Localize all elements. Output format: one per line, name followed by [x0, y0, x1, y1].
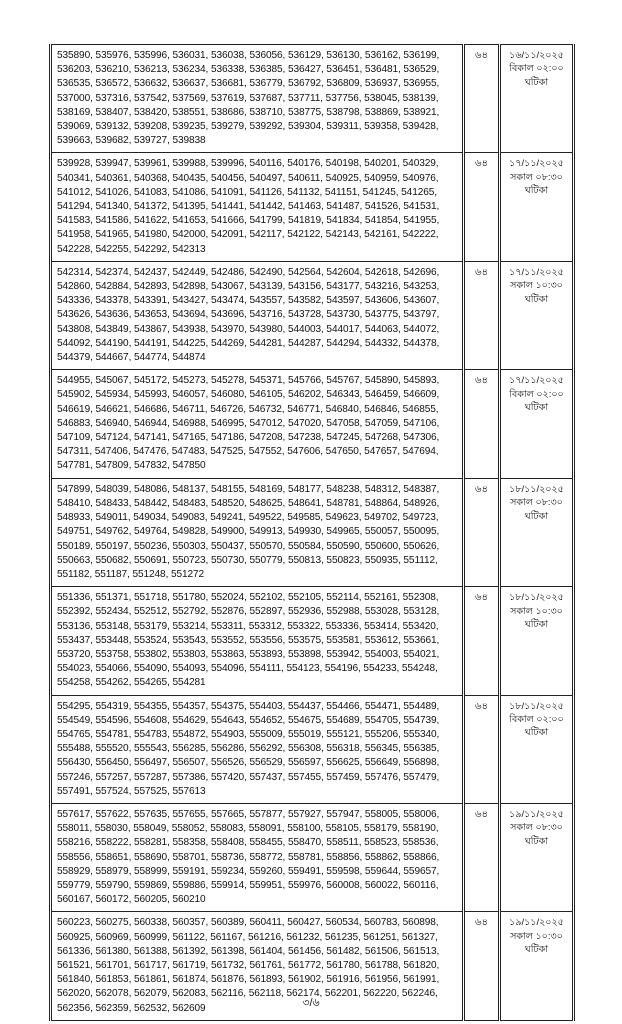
- table-row: [51, 803, 574, 911]
- exam-date: ১৮/১১/২০২৫: [509, 483, 564, 495]
- candidate-count: ৬৪: [475, 483, 488, 495]
- roll-numbers-text: 544955, 545067, 545172, 545273, 545278, 545371, 545766, 545767, 545890, 545893, 545902, 545934, 545993, 546057, 546080, 546105, 546202, 546343, 546459, 546609, 546619, 546621, 546686, 546711, 546726, 546732, 546771, 546840, 546846, 546855, 546883, 546940, 546944, 546988, 546995, 547012, 547020, 547058, 547059, 547106, 547109, 547124, 547141, 547165, 547186, 547208, 547238, 547245, 547268, 547306, 547311, 547406, 547476, 547483, 547525, 547552, 547606, 547650, 547657, 547694, 547781, 547809, 547832, 547850: [57, 375, 440, 472]
- candidate-count-cell: [464, 695, 500, 803]
- exam-schedule-cell: [500, 478, 574, 586]
- table-row: [51, 153, 574, 261]
- seat-plan-table: [49, 44, 575, 1021]
- roll-numbers-text: 557617, 557622, 557635, 557655, 557665, 557877, 557927, 557947, 558005, 558006, 558011, 558030, 558049, 558052, 558083, 558091, 558100, 558105, 558179, 558190, 558216, 558222, 558281, 558358, 558408, 558455, 558470, 558511, 558523, 558536, 558556, 558651, 558690, 558701, 558736, 558772, 558781, 558856, 558862, 558866, 558929, 558979, 558999, 559191, 559234, 559260, 559491, 559598, 559644, 559657, 559779, 559790, 559869, 559886, 559914, 559951, 559976, 560008, 560022, 560116, 560167, 560172, 560205, 560210: [57, 808, 440, 906]
- seat-plan-rows: [51, 45, 574, 1021]
- roll-numbers-cell: [51, 370, 464, 478]
- exam-schedule-cell: [500, 370, 574, 478]
- roll-numbers-cell: [51, 478, 464, 586]
- exam-schedule-cell: [500, 45, 574, 153]
- table-row: [51, 370, 574, 478]
- table-row: [51, 695, 574, 803]
- roll-numbers-text: 560223, 560275, 560338, 560357, 560389, 560411, 560427, 560534, 560783, 560898, 560925, 560969, 560999, 561122, 561167, 561216, 561232, 561235, 561251, 561327, 561336, 561380, 561388, 561392, 561398, 561404, 561456, 561482, 561506, 561513, 561521, 561701, 561717, 561719, 561732, 561761, 561772, 561780, 561788, 561820, 561840, 561853, 561861, 561874, 561876, 561893, 561902, 561916, 561956, 561991, 562020, 562078, 562079, 562083, 562116, 562118, 562174, 562201, 562220, 562246, 562356, 562359, 562532, 562609: [57, 917, 440, 1014]
- exam-date: ১৮/১১/২০২৫: [509, 592, 564, 604]
- table-row: [51, 478, 574, 586]
- exam-date: ১৮/১১/২০২৫: [509, 700, 564, 712]
- exam-date: ১৭/১১/২০২৫: [509, 375, 564, 387]
- roll-numbers-text: 547899, 548039, 548086, 548137, 548155, 548169, 548177, 548238, 548312, 548387, 548410, 548433, 548442, 548483, 548520, 548625, 548641, 548781, 548864, 548926, 548933, 549011, 549034, 549083, 549241, 549522, 549585, 549623, 549702, 549723, 549751, 549762, 549764, 549828, 549900, 549913, 549930, 549965, 550057, 550095, 550189, 550197, 550236, 550303, 550437, 550570, 550584, 550590, 550600, 550626, 550663, 550682, 550691, 550723, 550730, 550779, 550813, 550823, 550935, 551112, 551182, 551187, 551248, 551272: [57, 483, 440, 580]
- roll-numbers-text: 554295, 554319, 554355, 554357, 554375, 554403, 554437, 554466, 554471, 554489, 554549, 554596, 554608, 554629, 554643, 554652, 554675, 554689, 554705, 554739, 554765, 554781, 554783, 554872, 554903, 555009, 555019, 555121, 555206, 555340, 555488, 555520, 555543, 556285, 556286, 556292, 556308, 556318, 556345, 556385, 556430, 556450, 556497, 556507, 556526, 556529, 556597, 556625, 556649, 556898, 557246, 557257, 557287, 557386, 557420, 557437, 557455, 557459, 557476, 557479, 557491, 557524, 557525, 557613: [57, 700, 440, 797]
- candidate-count-cell: [464, 261, 500, 369]
- roll-numbers-text: 551336, 551371, 551718, 551780, 552024, 552102, 552105, 552114, 552161, 552308, 552392, 552434, 552512, 552792, 552876, 552897, 552936, 552988, 553028, 553128, 553136, 553148, 553179, 553214, 553311, 553312, 553322, 553336, 553414, 553420, 553437, 553448, 553524, 553543, 553552, 553556, 553575, 553581, 553612, 553661, 553720, 553758, 553802, 553803, 553863, 553893, 553898, 553942, 554003, 554021, 554023, 554066, 554090, 554093, 554096, 554111, 554123, 554196, 554233, 554248, 554258, 554262, 554265, 554281: [57, 592, 440, 689]
- candidate-count: ৬৪: [475, 266, 488, 278]
- candidate-count: ৬৪: [475, 700, 488, 712]
- candidate-count: ৬৪: [475, 375, 488, 387]
- exam-time: সকাল ০৮:৩০ ঘটিকা: [510, 822, 563, 847]
- candidate-count-cell: [464, 587, 500, 695]
- roll-numbers-cell: [51, 153, 464, 261]
- table-row: [51, 587, 574, 695]
- exam-date: ১৭/১১/২০২৫: [509, 266, 564, 278]
- exam-time: সকাল ০৮:৩০ ঘটিকা: [510, 497, 563, 522]
- roll-numbers-cell: [51, 261, 464, 369]
- exam-time: বিকাল ০২:০০ ঘটিকা: [509, 63, 564, 88]
- exam-time: সকাল ০৮:৩০ ঘটিকা: [510, 171, 563, 197]
- exam-schedule-cell: [500, 587, 574, 695]
- candidate-count-cell: [464, 153, 500, 261]
- exam-schedule-cell: [500, 261, 574, 369]
- exam-schedule-cell: [500, 803, 574, 911]
- exam-schedule-cell: [500, 153, 574, 261]
- candidate-count-cell: [464, 478, 500, 586]
- page-number: ৩/৬: [302, 997, 320, 1009]
- candidate-count: ৬৪: [475, 917, 488, 929]
- candidate-count: ৬৪: [475, 808, 488, 820]
- roll-numbers-cell: [51, 45, 464, 153]
- roll-numbers-text: 539928, 539947, 539961, 539988, 539996, 540116, 540176, 540198, 540201, 540329, 540341, 540361, 540368, 540435, 540456, 540497, 540611, 540925, 540959, 540976, 541012, 541026, 541083, 541086, 541091, 541126, 541132, 541151, 541245, 541265, 541294, 541340, 541372, 541395, 541441, 541442, 541463, 541487, 541526, 541531, 541583, 541586, 541622, 541653, 541666, 541799, 541819, 541834, 541854, 541955, 541958, 541965, 541980, 542000, 542091, 542117, 542122, 542143, 542161, 542222, 542228, 542255, 542292, 542313: [57, 158, 440, 255]
- exam-time: সকাল ১০:৩০ ঘটিকা: [510, 605, 563, 630]
- candidate-count: ৬৪: [475, 158, 488, 170]
- exam-time: সকাল ১০:৩০ ঘটিকা: [510, 930, 563, 956]
- roll-numbers-cell: [51, 695, 464, 803]
- table-row: [51, 45, 574, 153]
- exam-date: ১৯/১১/২০২৫: [509, 917, 564, 929]
- candidate-count-cell: [464, 45, 500, 153]
- candidate-count: ৬৪: [475, 50, 488, 61]
- candidate-count-cell: [464, 803, 500, 911]
- exam-date: ১৯/১১/২০২৫: [509, 808, 564, 820]
- roll-numbers-text: 542314, 542374, 542437, 542449, 542486, 542490, 542564, 542604, 542618, 542696, 542860, 542884, 542893, 542898, 543067, 543139, 543156, 543177, 543216, 543253, 543336, 543378, 543391, 543427, 543474, 543557, 543582, 543597, 543606, 543607, 543626, 543636, 543653, 543694, 543696, 543716, 543728, 543730, 543775, 543797, 543808, 543849, 543867, 543938, 543970, 543980, 544003, 544017, 544063, 544072, 544092, 544190, 544191, 544225, 544269, 544281, 544287, 544294, 544332, 544378, 544379, 544667, 544774, 544874: [57, 266, 440, 364]
- exam-time: বিকাল ০২:০০ ঘটিকা: [509, 388, 564, 414]
- exam-time: সকাল ১০:৩০ ঘটিকা: [510, 280, 563, 305]
- candidate-count: ৬৪: [475, 592, 488, 604]
- roll-numbers-cell: [51, 587, 464, 695]
- exam-time: বিকাল ০২:০০ ঘটিকা: [509, 713, 564, 739]
- table-row: [51, 261, 574, 369]
- exam-schedule-cell: [500, 695, 574, 803]
- roll-numbers-text: 535890, 535976, 535996, 536031, 536038, 536056, 536129, 536130, 536162, 536199, 536203, 536210, 536213, 536234, 536338, 536385, 536427, 536451, 536481, 536529, 536535, 536572, 536632, 536637, 536681, 536779, 536792, 536809, 536937, 536955, 537000, 537316, 537542, 537569, 537619, 537687, 537711, 537756, 538045, 538139, 538169, 538407, 538420, 538551, 538686, 538710, 538775, 538798, 538869, 538921, 539069, 539132, 539208, 539235, 539279, 539292, 539304, 539311, 539358, 539428, 539663, 539682, 539727, 539838: [57, 50, 440, 147]
- candidate-count-cell: [464, 370, 500, 478]
- roll-numbers-cell: [51, 803, 464, 911]
- exam-date: ১৭/১১/২০২৫: [509, 158, 564, 170]
- exam-date: ১৬/১১/২০২৫: [509, 50, 564, 61]
